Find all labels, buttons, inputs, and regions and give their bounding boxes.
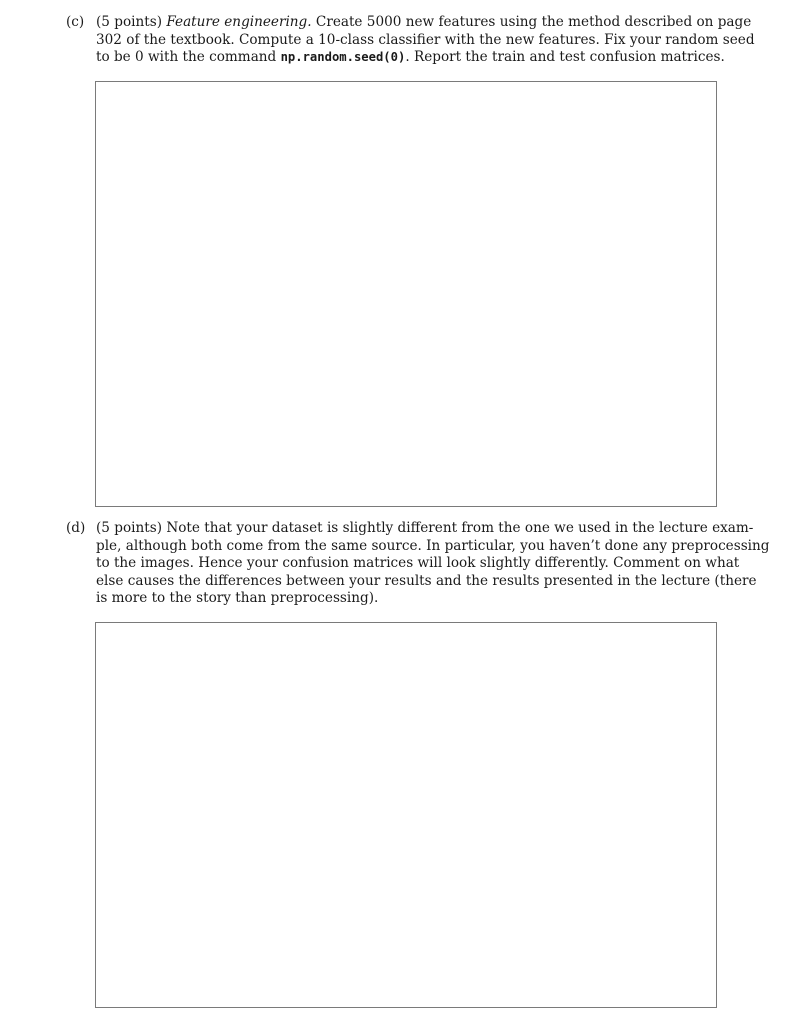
answer-box-d[interactable] xyxy=(95,622,717,1008)
problem-c-text xyxy=(96,14,755,67)
problem-c-line-2: 302 of the textbook. Compute a 10-class classifier with the new features. Fix your random seed xyxy=(96,31,755,48)
problem-d-label: (d) xyxy=(66,520,86,536)
problem-c-line3-post: . Report the train and test confusion matrices. xyxy=(405,49,725,66)
problem-c-label: (c) xyxy=(66,14,85,30)
problem-c-line3-pre: to be 0 with the command xyxy=(96,49,277,66)
problem-c-line1-rest: Create 5000 new features using the method described on page xyxy=(315,14,752,30)
problem-d-line-4: else causes the differences between your results and the results presented in the lecture (there xyxy=(96,572,757,589)
problem-c-line-1 xyxy=(96,14,752,32)
problem-d xyxy=(66,520,770,608)
problem-c-code: np.random.seed(0) xyxy=(280,50,406,65)
problem-c-title: Feature engineering. xyxy=(166,14,312,30)
problem-c xyxy=(66,14,755,67)
problem-c-line-3 xyxy=(96,49,725,67)
problem-d-line-3: to the images. Hence your confusion matrices will look slightly differently. Comment on what xyxy=(96,555,740,572)
problem-d-line-2: ple, although both come from the same source. In particular, you haven’t done any preprocessing xyxy=(96,537,770,554)
answer-box-c[interactable] xyxy=(95,81,717,507)
problem-d-line-1: (5 points) Note that your dataset is slightly different from the one we used in the lecture exam- xyxy=(96,520,754,536)
problem-d-line-5: is more to the story than preprocessing). xyxy=(96,590,379,607)
problem-d-text xyxy=(96,520,770,608)
problem-c-points: (5 points) xyxy=(96,14,163,30)
